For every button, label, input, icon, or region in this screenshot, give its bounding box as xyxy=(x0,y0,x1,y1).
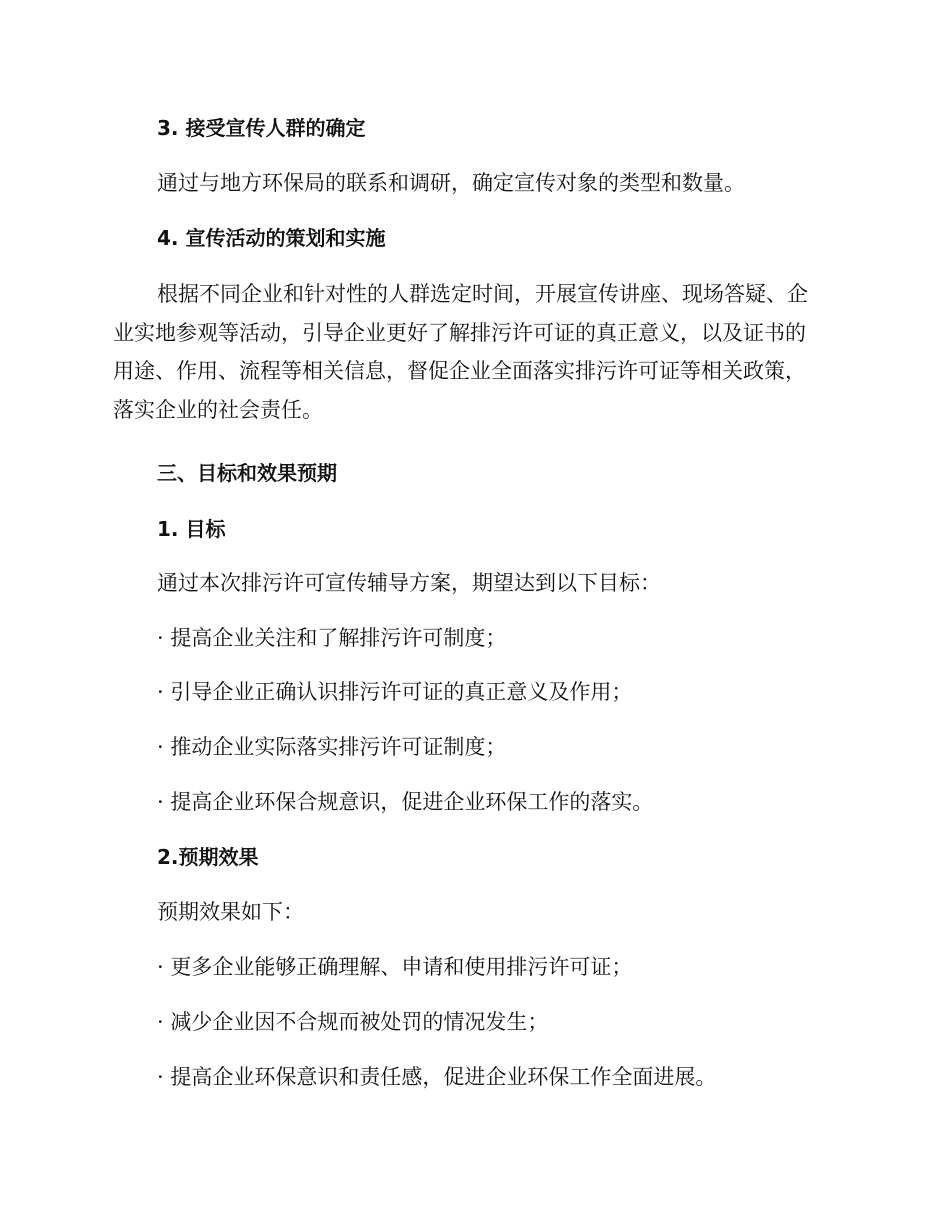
paragraph-line: 落实企业的社会责任。 xyxy=(113,398,323,423)
goal-intro: 通过本次排污许可宣传辅导方案，期望达到以下目标： xyxy=(157,571,661,595)
section-3-body: 通过与地方环保局的联系和调研，确定宣传对象的类型和数量。 xyxy=(157,171,745,195)
effect-list-item: · 减少企业因不合规而被处罚的情况发生； xyxy=(157,1010,549,1034)
goal-list-item: · 提高企业环保合规意识，促进企业环保工作的落实。 xyxy=(157,790,654,814)
effect-intro: 预期效果如下： xyxy=(157,900,304,924)
section-4-heading: 4. 宣传活动的策划和实施 xyxy=(157,226,386,250)
goal-list-item: · 引导企业正确认识排污许可证的真正意义及作用； xyxy=(157,680,633,704)
paragraph-line: 业实地参观等活动，引导企业更好了解排污许可证的真正意义，以及证书的 xyxy=(113,320,806,345)
section-4-paragraph xyxy=(113,275,831,430)
effect-list-item: · 提高企业环保意识和责任感，促进企业环保工作全面进展。 xyxy=(157,1065,717,1089)
section-3-heading: 3. 接受宣传人群的确定 xyxy=(157,116,366,140)
paragraph-line: 用途、作用、流程等相关信息，督促企业全面落实排污许可证等相关政策， xyxy=(113,359,806,384)
part-3-heading: 三、目标和效果预期 xyxy=(157,461,337,485)
goal-list-item: · 提高企业关注和了解排污许可制度； xyxy=(157,626,507,650)
effect-heading: 2.预期效果 xyxy=(157,845,259,869)
goal-list-item: · 推动企业实际落实排污许可证制度； xyxy=(157,735,507,759)
effect-list-item: · 更多企业能够正确理解、申请和使用排污许可证； xyxy=(157,955,633,979)
paragraph-line: 根据不同企业和针对性的人群选定时间，开展宣传讲座、现场答疑、企 xyxy=(157,282,808,306)
goal-heading: 1. 目标 xyxy=(157,517,226,541)
